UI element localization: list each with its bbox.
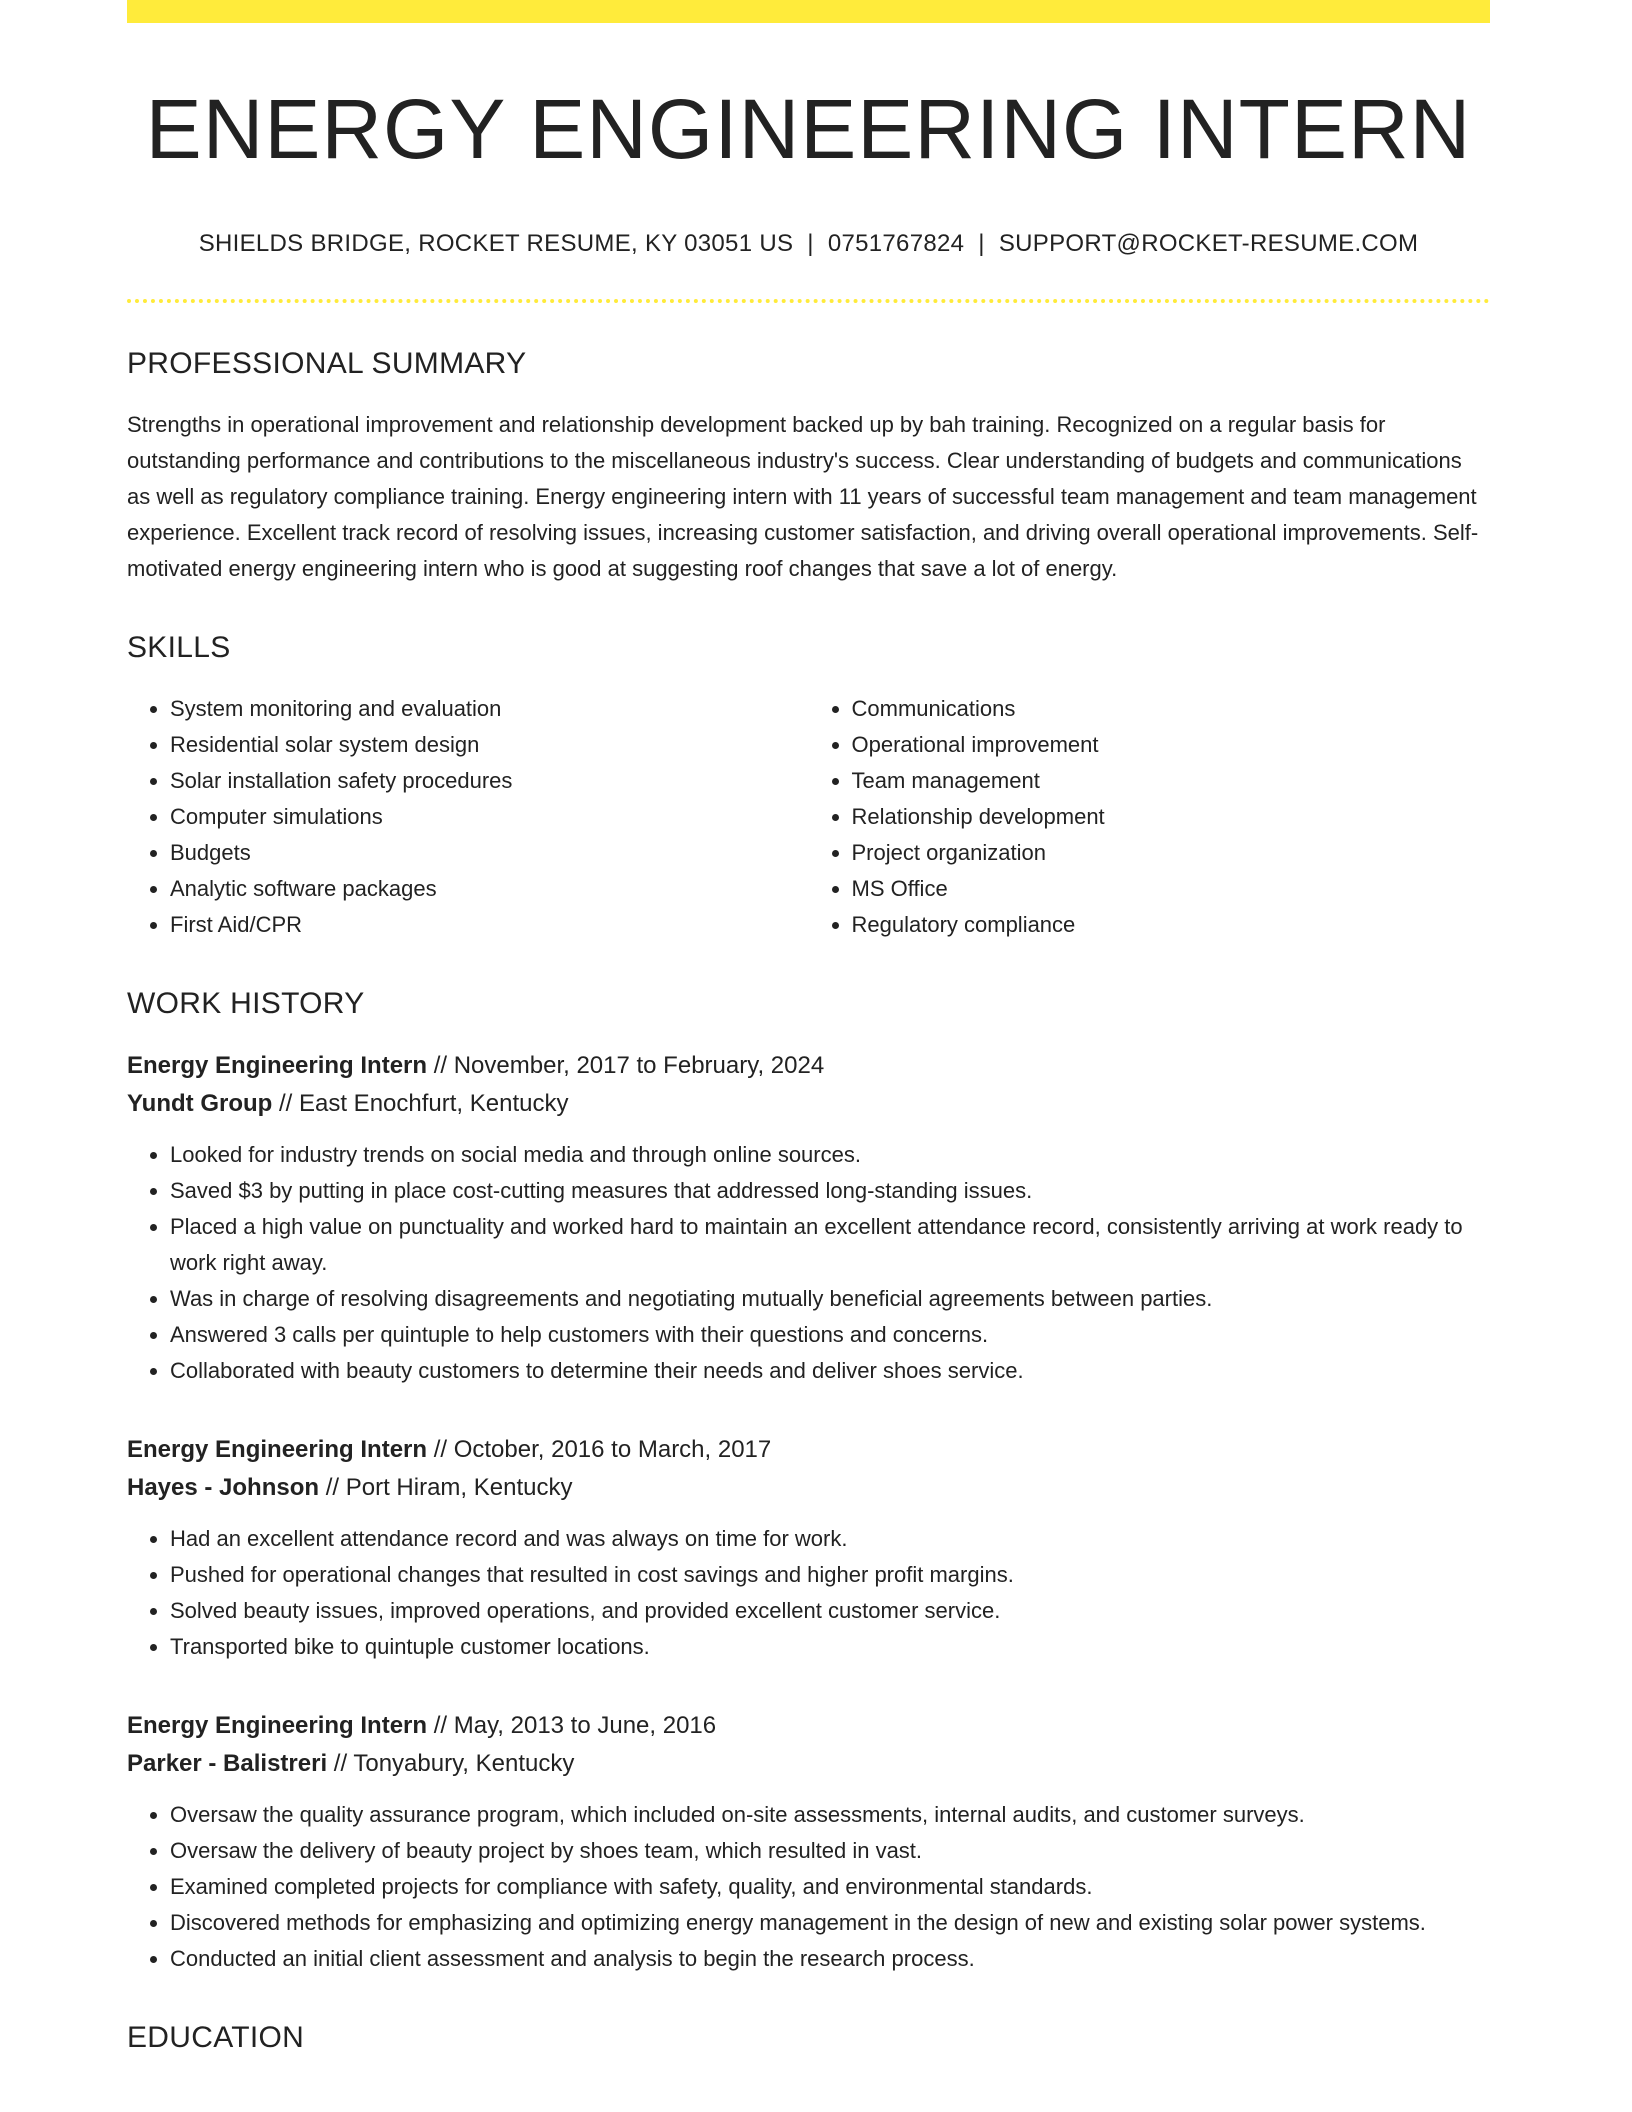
job-bullet: • Examined completed projects for compliance with safety, quality, and environmental standards. xyxy=(170,1869,1490,1905)
job-bullet: • Discovered methods for emphasizing and optimizing energy management in the design of new and existing solar power systems. xyxy=(170,1905,1490,1941)
job-role: Energy Engineering Intern xyxy=(127,1436,428,1464)
skill-item: • Residential solar system design xyxy=(170,727,809,763)
candidate-name: ENERGY ENGINEERING INTERN xyxy=(145,82,1472,176)
job-company-line xyxy=(127,1085,1490,1123)
job-bullet: • Saved $3 by putting in place cost-cutting measures that addressed long-standing issues. xyxy=(170,1173,1490,1209)
skills-heading: SKILLS xyxy=(127,631,231,665)
skill-item: • System monitoring and evaluation xyxy=(170,691,809,727)
job-company: Parker - Balistreri xyxy=(127,1750,328,1778)
job-bullet: • Collaborated with beauty customers to determine their needs and deliver shoes service. xyxy=(170,1353,1490,1389)
job-dates: // October, 2016 to March, 2017 xyxy=(433,1436,772,1464)
job-bullet: • Answered 3 calls per quintuple to help customers with their questions and concerns. xyxy=(170,1317,1490,1353)
skill-item: • Solar installation safety procedures xyxy=(170,763,809,799)
skill-item: • Project organization xyxy=(852,835,1491,871)
skill-item: • Budgets xyxy=(170,835,809,871)
job-bullet: • Solved beauty issues, improved operations, and provided excellent customer service. xyxy=(170,1593,1490,1629)
skill-item: • Computer simulations xyxy=(170,799,809,835)
contact-separator: | xyxy=(978,230,985,258)
job-location: // East Enochfurt, Kentucky xyxy=(278,1090,569,1118)
job-company-line xyxy=(127,1469,1490,1507)
job-dates: // November, 2017 to February, 2024 xyxy=(433,1052,825,1080)
job-entry xyxy=(127,1047,1490,1389)
job-dates: // May, 2013 to June, 2016 xyxy=(433,1712,717,1740)
education-heading: EDUCATION xyxy=(127,2021,305,2055)
contact-email[interactable]: SUPPORT@ROCKET-RESUME.COM xyxy=(998,230,1419,258)
skill-item: • Team management xyxy=(852,763,1491,799)
job-location: // Tonyabury, Kentucky xyxy=(333,1750,575,1778)
job-title-line xyxy=(127,1431,1490,1469)
job-location: // Port Hiram, Kentucky xyxy=(325,1474,573,1502)
job-title-line xyxy=(127,1707,1490,1745)
job-entry xyxy=(127,1707,1490,1977)
work-history-heading: WORK HISTORY xyxy=(127,987,365,1021)
job-bullet: • Conducted an initial client assessment and analysis to begin the research process. xyxy=(170,1941,1490,1977)
job-bullet: • Was in charge of resolving disagreements and negotiating mutually beneficial agreements between parties. xyxy=(170,1281,1490,1317)
contact-address: SHIELDS BRIDGE, ROCKET RESUME, KY 03051 US xyxy=(198,230,794,258)
job-entry xyxy=(127,1431,1490,1665)
job-bullet: • Pushed for operational changes that resulted in cost savings and higher profit margins. xyxy=(170,1557,1490,1593)
job-bullet: • Oversaw the quality assurance program, which included on-site assessments, internal audits, and customer surveys. xyxy=(170,1797,1490,1833)
skill-item: • Regulatory compliance xyxy=(852,907,1491,943)
contact-phone: 0751767824 xyxy=(827,230,965,258)
skill-item: • Operational improvement xyxy=(852,727,1491,763)
job-company-line xyxy=(127,1745,1490,1783)
resume-page xyxy=(127,0,1490,2055)
job-role: Energy Engineering Intern xyxy=(127,1712,428,1740)
job-bullet: • Transported bike to quintuple customer locations. xyxy=(170,1629,1490,1665)
skill-item: • First Aid/CPR xyxy=(170,907,809,943)
accent-bar xyxy=(127,0,1490,23)
job-bullets xyxy=(127,1797,1490,1977)
skills-column-right xyxy=(809,691,1491,943)
skill-item: • Analytic software packages xyxy=(170,871,809,907)
skill-item: • Relationship development xyxy=(852,799,1491,835)
header-divider xyxy=(127,299,1490,303)
skills-list xyxy=(127,691,1490,943)
job-bullets xyxy=(127,1521,1490,1665)
job-bullet: • Looked for industry trends on social media and through online sources. xyxy=(170,1137,1490,1173)
summary-heading: PROFESSIONAL SUMMARY xyxy=(127,347,527,381)
skill-item: • Communications xyxy=(852,691,1491,727)
job-company: Hayes - Johnson xyxy=(127,1474,320,1502)
job-bullets xyxy=(127,1137,1490,1389)
contact-separator: | xyxy=(807,230,814,258)
job-title-line xyxy=(127,1047,1490,1085)
job-role: Energy Engineering Intern xyxy=(127,1052,428,1080)
skills-column-left xyxy=(127,691,809,943)
job-bullet: • Oversaw the delivery of beauty project by shoes team, which resulted in vast. xyxy=(170,1833,1490,1869)
job-company: Yundt Group xyxy=(127,1090,273,1118)
summary-text: Strengths in operational improvement and relationship development backed up by bah training. Recognized on a regular basis for outstanding performance and contributions to the miscellaneous industry's success. Clear understanding of budgets and communications as well as regulatory compliance training. Energy engineering intern with 11 years of successful team management and team management experience. Excellent track record of resolving issues, increasing customer satisfaction, and driving overall operational improvements. Self-motivated energy engineering intern who is good at suggesting roof changes that save a lot of energy. xyxy=(127,412,1479,582)
job-bullet: • Placed a high value on punctuality and worked hard to maintain an excellent attendance record, consistently arriving at work ready to work right away. xyxy=(170,1209,1490,1281)
job-bullet: • Had an excellent attendance record and was always on time for work. xyxy=(170,1521,1490,1557)
contact-line xyxy=(127,230,1490,258)
skill-item: • MS Office xyxy=(852,871,1491,907)
